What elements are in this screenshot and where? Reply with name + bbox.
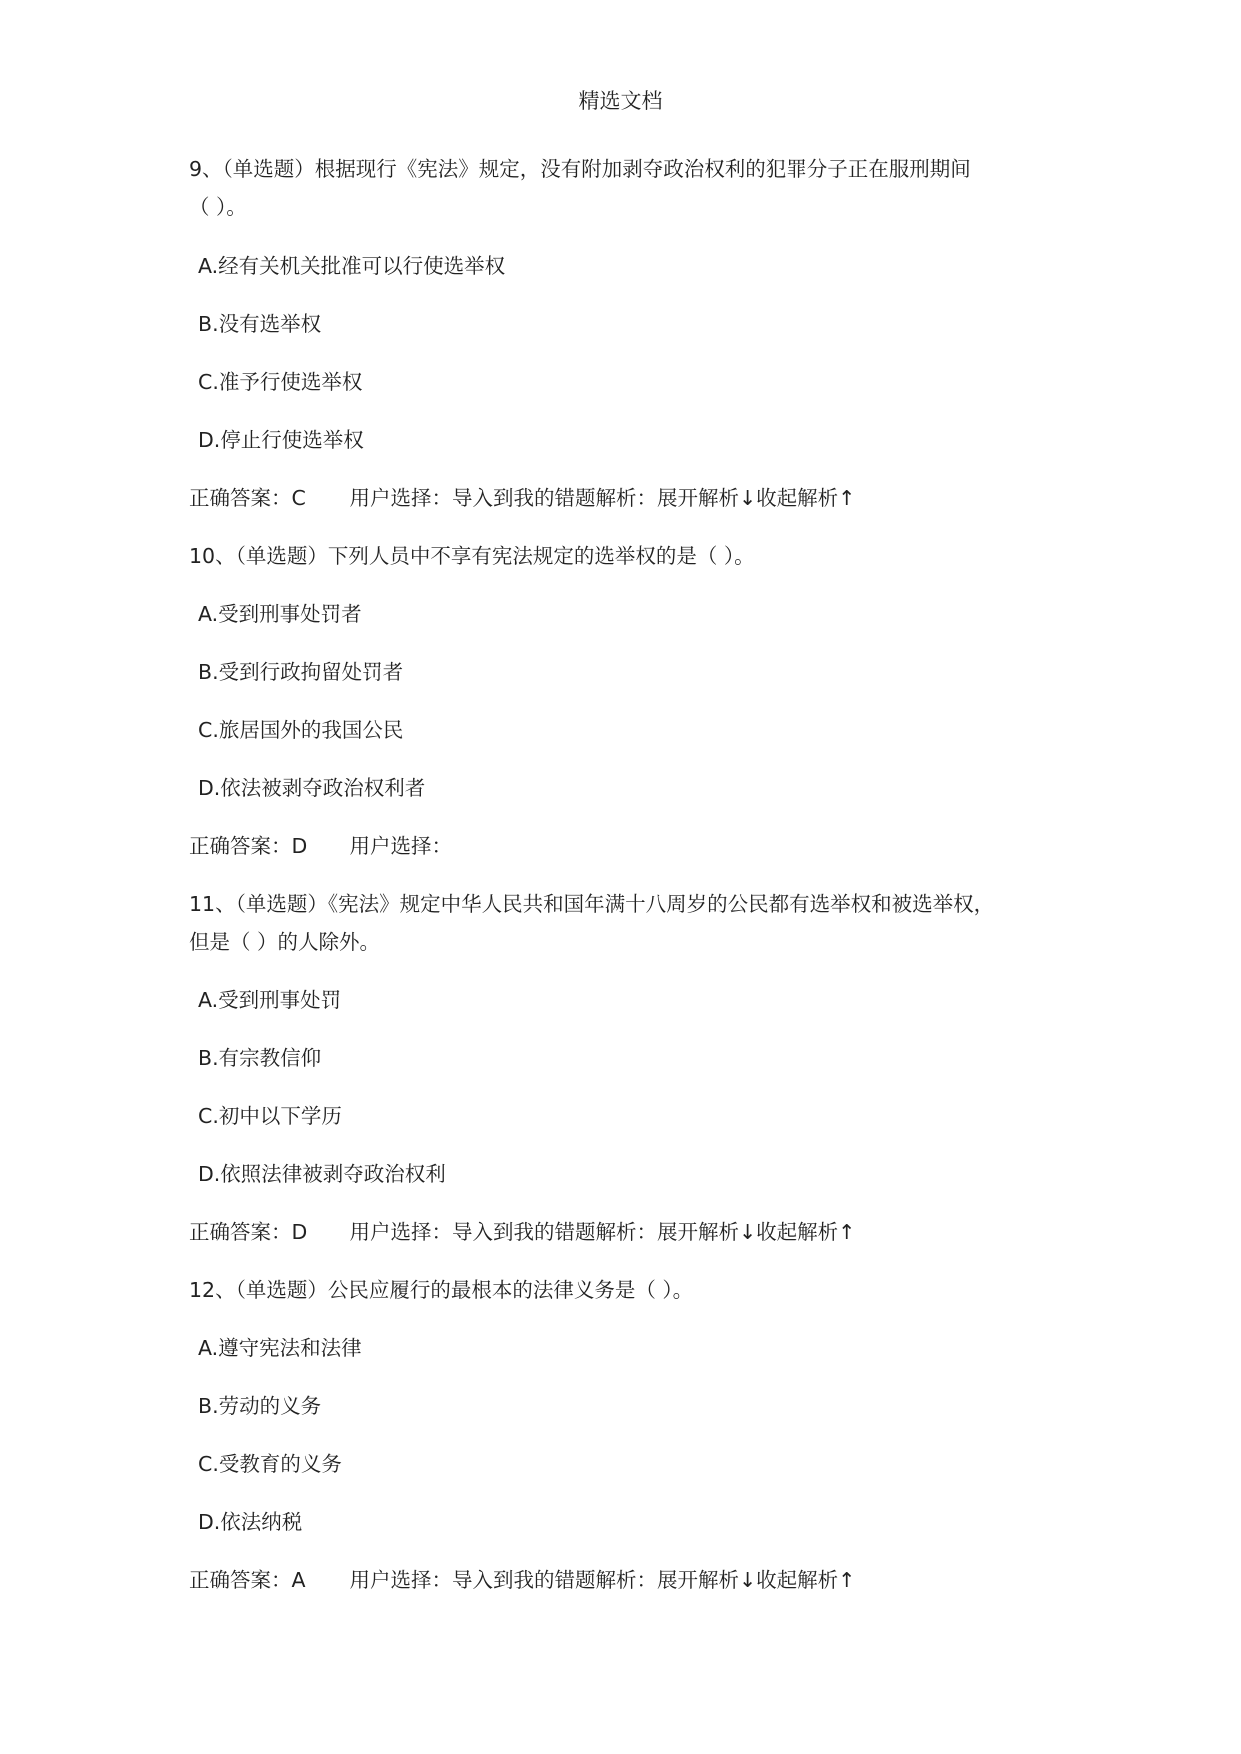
question-10-answer-row [189,831,452,861]
question-9-option-d: D.停止行使选举权 [198,428,364,452]
answer-label: 正确答案： [189,1568,292,1592]
correct-answer: D [291,834,308,858]
question-11-text-line-2: 但是（ ）的人除外。 [189,930,381,954]
question-9-option-c: C.准予行使选举权 [198,370,363,394]
correct-answer: D [291,1220,308,1244]
question-12-answer-row [189,1565,855,1595]
question-10-option-b: B.受到行政拘留处罚者 [198,660,404,684]
question-11-option-c: C.初中以下学历 [198,1104,342,1128]
question-12-text-line-1: 12、（单选题）公民应履行的最根本的法律义务是（ ）。 [189,1278,694,1302]
question-9-answer-row [189,483,855,513]
question-9-text-line-1: 9、（单选题）根据现行《宪法》规定，没有附加剥夺政治权利的犯罪分子正在服刑期间 [189,157,971,181]
question-11-text-line-1: 11、（单选题）《宪法》规定中华人民共和国年满十八周岁的公民都有选举权和被选举权， [189,892,995,916]
question-12-option-d: D.依法纳税 [198,1510,303,1534]
question-10-option-d: D.依法被剥夺政治权利者 [198,776,426,800]
question-9-option-a: A.经有关机关批准可以行使选举权 [198,254,506,278]
question-10-option-a: A.受到刑事处罚者 [198,602,362,626]
user-choice: 用户选择：导入到我的错题解析：展开解析↓收起解析↑ [349,1220,856,1244]
page-header: 精选文档 [578,89,663,113]
question-11-option-d: D.依照法律被剥夺政治权利 [198,1162,446,1186]
correct-answer: A [291,1568,306,1592]
question-11-option-b: B.有宗教信仰 [198,1046,322,1070]
answer-label: 正确答案： [189,486,292,510]
answer-label: 正确答案： [189,1220,292,1244]
question-11-option-a: A.受到刑事处罚 [198,988,342,1012]
user-choice: 用户选择：导入到我的错题解析：展开解析↓收起解析↑ [349,486,856,510]
correct-answer: C [291,486,306,510]
user-choice: 用户选择： [349,834,452,858]
question-11-answer-row [189,1217,855,1247]
question-12-option-c: C.受教育的义务 [198,1452,342,1476]
user-choice: 用户选择：导入到我的错题解析：展开解析↓收起解析↑ [349,1568,856,1592]
question-12-option-a: A.遵守宪法和法律 [198,1336,362,1360]
question-12-option-b: B.劳动的义务 [198,1394,322,1418]
question-9-option-b: B.没有选举权 [198,312,322,336]
answer-label: 正确答案： [189,834,292,858]
question-10-option-c: C.旅居国外的我国公民 [198,718,404,742]
question-10-text-line-1: 10、（单选题）下列人员中不享有宪法规定的选举权的是（ ）。 [189,544,755,568]
question-9-text-line-2: （ ）。 [189,195,247,219]
